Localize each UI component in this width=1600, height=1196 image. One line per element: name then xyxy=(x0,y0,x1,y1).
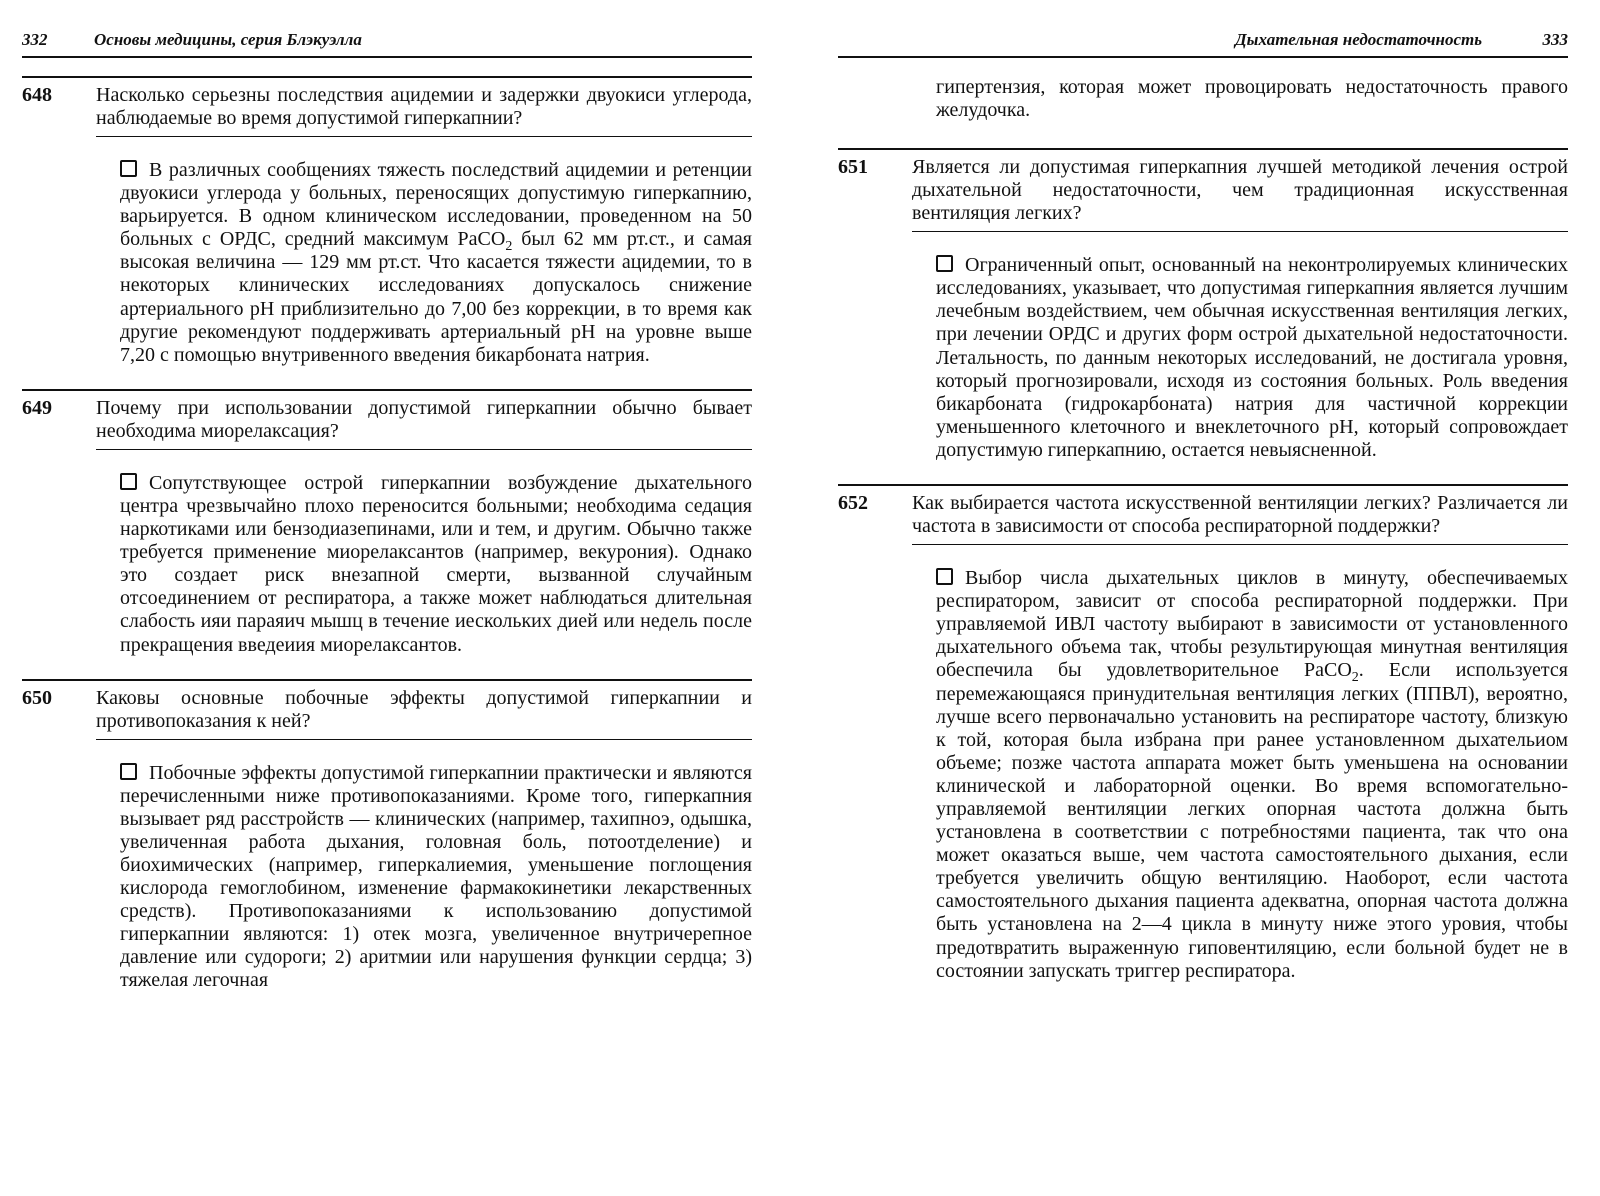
question-text: Почему при использовании допустимой гиперкапнии обычно бывает необходима миорелаксация? xyxy=(96,396,752,442)
answer xyxy=(120,762,752,993)
question-number: 651 xyxy=(838,156,868,179)
answer-text: Сопутствующее острой гиперкапнии возбуждение дыхательного центра чрезвычайно плохо переносится больными; необходима седация наркотиками или бензодиазепинами, или и тем, и другим. Обычно также требуется применение миорелаксантов (например, векурония). Однако это создает риск внезапной смерти, вызванной случайным отсоединением от респиратора, а также может наблюдаться длительная слабость ияи параяич мышц в течение иескольких дией или недель после прекращения введеиия миорелаксантов. xyxy=(120,471,752,656)
question-end-rule xyxy=(912,231,1568,232)
qa-item-650 xyxy=(22,679,752,993)
question-end-rule xyxy=(96,136,752,137)
question-text: Как выбирается частота искусственной вентиляции легких? Различается ли частота в зависимости от способа респираторной поддержки? xyxy=(912,492,1568,538)
answer xyxy=(936,254,1568,462)
checkbox-icon xyxy=(120,473,137,490)
running-head xyxy=(22,26,752,58)
question-end-rule xyxy=(96,739,752,740)
answer xyxy=(936,567,1568,983)
page-content xyxy=(838,76,1568,1005)
subscript: 2 xyxy=(505,239,513,255)
question-text: Насколько серьезны последствия ацидемии и задержки двуокиси углерода, наблюдаемые во время допустимой гиперкапнии? xyxy=(96,84,752,129)
answer-text-cont: был 62 мм рт.ст., и самая высокая величина — 129 мм рт.ст. Что касается тяжести ацидемии, то в некоторых клинических исследованиях допускалось снижение артериального pH приблизительно до 7,00 без коррекции, в то время как другие рекомендуют поддерживать артериальный pH на уровне выше 7,20 с помощью внутривенного введения бикарбоната натрия. xyxy=(120,228,752,366)
qa-item-649 xyxy=(22,389,752,657)
checkbox-icon xyxy=(936,568,953,585)
question-number: 649 xyxy=(22,396,52,419)
question-text: Каковы основные побочные эффекты допустимой гиперкапнии и противопоказания к ней? xyxy=(96,686,752,732)
page-number: 333 xyxy=(1542,30,1568,49)
answer xyxy=(120,159,752,367)
checkbox-icon xyxy=(120,160,137,177)
qa-item-652 xyxy=(838,484,1568,983)
question-number: 650 xyxy=(22,686,52,709)
answer-text: В различных сообщениях тяжесть последствий ацидемии и ретенции двуокиси углерода у больных, переносящих допустимую гиперкапнию, варьируется. В одном клиническом исследовании, проведенном на 50 больных с ОРДС, средний максимум PaCO xyxy=(120,159,752,251)
answer-text: Ограниченный опыт, основанный на неконтролируемых клинических исследованиях, указывает, что допустимая гиперкапния является лучшим лечебным воздействием, чем обычная искусственная вентиляция легких, при лечении ОРДС и других форм острой дыхательной недостаточности. Летальность, по данным некоторых исследований, не достигала уровня, который прогнозировали, исходя из состояния больных. Роль введения бикарбоната (гидрокарбоната) натрия для частичной коррекции уменьшенного клеточного и внеклеточного pH, который сопровождает допустимую гиперкапнию, остается невыясненной. xyxy=(936,254,1568,461)
question xyxy=(22,391,752,443)
left-page xyxy=(22,0,752,1196)
running-title: Дыхательная недостаточность xyxy=(1235,30,1482,49)
answer-text: Побочные эффекты допустимой гиперкапнии практически и являются перечисленными ниже противопоказаниями. Кроме того, гиперкапния вызывает ряд расстройств — клинических (например, тахипноэ, одышка, увеличенная работа дыхания, головная боль, потоотделение) и биохимических (например, гиперкалиемия, уменьшение поглощения кислорода гемоглобином, изменение фармакокинетики лекарственных средств). Противопоказаниями к использованию допустимой гиперкапнии являются: 1) отек мозга, увеличенное внутричерепное давление или судороги; 2) аритмии или нарушения функции сердца; 3) тяжелая легочная xyxy=(120,761,752,992)
answer-text-cont: . Если используется перемежающаяся принудительная вентиляция легких (ППВЛ), вероятно, лучше всего первоначально установить на респираторе частоту, близкую к той, которая была избрана при ранее установленном дыхательиом объеме; позже частота аппарата может быть уменьшена на основании клинической и лабораторной оценки. Во время вспомогательно-управляемой вентиляции легких опорная частота должна быть установлена в соответствии с потребностями пациента, так что она может оказаться выше, чем частота самостоятельного дыхания, если требуется увеличить общую вентиляцию. Наоборот, если частота самостоятельного дыхания пациента адекватна, опорная частота должна быть установлена на 2—4 цикла в минуту ниже этого уровия, чтобы предотвратить выраженную гиповентиляцию, если больной будет не в состоянии запускать триггер респиратора. xyxy=(936,659,1568,982)
checkbox-icon xyxy=(120,763,137,780)
question-end-rule xyxy=(912,544,1568,545)
page-number: 332 xyxy=(22,30,48,49)
question-number: 648 xyxy=(22,84,52,106)
answer xyxy=(120,472,752,657)
running-head xyxy=(838,26,1568,58)
running-title: Основы медицины, серия Блэкуэлла xyxy=(94,30,362,49)
qa-item-651 xyxy=(838,148,1568,462)
question xyxy=(838,486,1568,538)
qa-item-648 xyxy=(22,76,752,367)
question xyxy=(22,681,752,733)
question-end-rule xyxy=(96,449,752,450)
continued-text: гипертензия, которая может провоцировать недостаточность правого желудочка. xyxy=(936,76,1568,122)
right-page xyxy=(838,0,1568,1196)
question-text: Является ли допустимая гиперкапния лучшей методикой лечения острой дыхательной недостаточности, чем традиционная искусственная вентиляция легких? xyxy=(912,156,1568,225)
page-content xyxy=(22,76,752,1015)
question-number: 652 xyxy=(838,492,868,515)
question xyxy=(838,150,1568,225)
answer-text: Выбор числа дыхательных циклов в минуту, обеспечиваемых респиратором, зависит от способа респираторной поддержки. При управляемой ИВЛ частоту выбирают в зависимости от установленного дыхательного объема так, чтобы результирующая минутная вентиляция обеспечила бы удовлетворительное PaCO xyxy=(936,567,1568,682)
question xyxy=(22,78,752,130)
subscript: 2 xyxy=(1351,670,1359,686)
checkbox-icon xyxy=(936,255,953,272)
